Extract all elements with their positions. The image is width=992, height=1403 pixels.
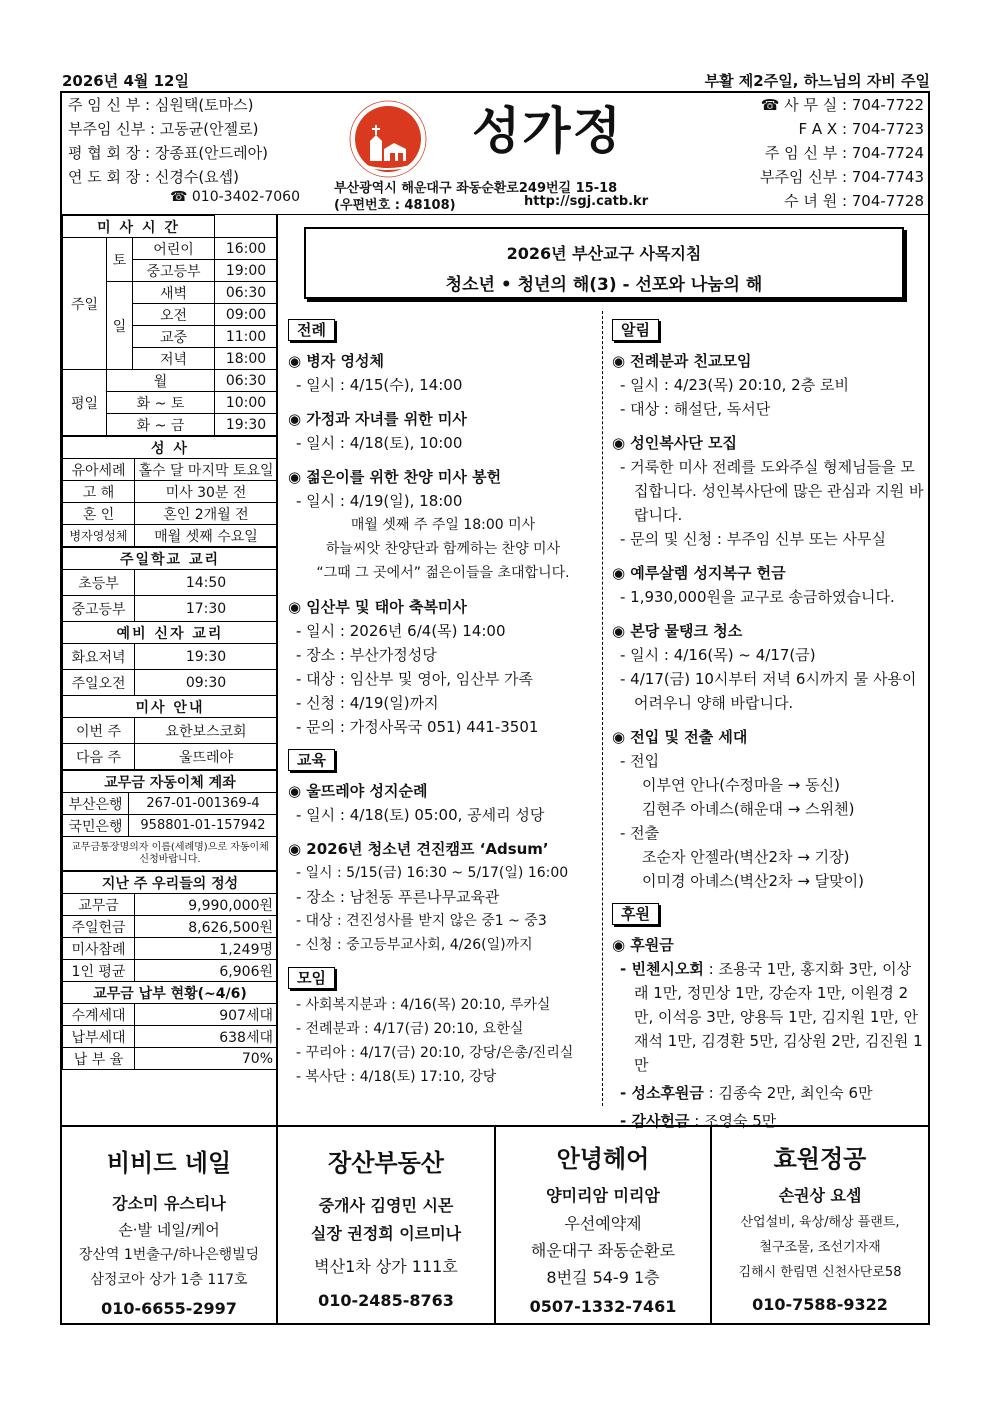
item-title: ◉ 울뜨레야 성지순례 (288, 782, 428, 800)
move-out-label: - 전출 (620, 824, 660, 842)
sanctuary-label: - 성소후원금 (620, 1084, 704, 1102)
ad-phone: 0507-1332-7461 (529, 1297, 677, 1316)
sacrament-name: 고 해 (63, 481, 135, 503)
weekday-label: 평일 (63, 370, 107, 436)
mass-time: 19:30 (215, 414, 278, 436)
class-time: 19:30 (135, 644, 278, 670)
mass-slot: 교중 (133, 326, 215, 348)
account-number: 958801-01-157942 (129, 815, 278, 837)
ad-line: 손·발 네일/케어 (118, 1221, 220, 1239)
sacrament-title: 성 사 (63, 437, 278, 459)
item-title: ◉ 2026년 청소년 견진캠프 ‘Adsum’ (288, 840, 549, 858)
contact-assistant: 부주임 신부 : 704-7743 (759, 168, 924, 186)
item-line: - 1,930,000원을 교구로 송금하였습니다. (620, 588, 895, 606)
staff-pastor: 주 임 신 부 : 심원택(토마스) (68, 96, 254, 114)
offering-table (62, 871, 278, 1070)
move-in-entry: 이부연 안나(수정마을 → 동신) (642, 776, 840, 794)
status-value: 70% (135, 1048, 278, 1070)
thanks-label: - 감사헌금 (620, 1112, 690, 1130)
pastoral-banner (304, 227, 904, 299)
staff-yeondo: 연 도 회 장 : 신경수(요셉) (68, 168, 240, 186)
mass-slot: 화 ~ 금 (107, 414, 215, 436)
sunday-school-table (62, 547, 278, 770)
left-column (288, 315, 598, 1089)
saturday-label: 토 (107, 238, 133, 282)
mass-slot: 어린이 (133, 238, 215, 260)
guide-week: 다음 주 (63, 744, 135, 770)
right-column (612, 315, 924, 1133)
ad-jangsan-realty (278, 1127, 496, 1325)
mass-slot: 오전 (133, 304, 215, 326)
sacrament-name: 병자영성체 (63, 525, 135, 547)
ad-line: 산업설비, 육상/해상 플랜트, (740, 1215, 900, 1230)
ad-owner: 손권상 요셉 (778, 1186, 862, 1205)
ad-owner: 강소미 유스티나 (112, 1194, 226, 1213)
sacrament-info: 홀수 달 마지막 토요일 (135, 459, 278, 481)
section-label-support: 후원 (612, 903, 659, 925)
mass-times-title: 미 사 시 간 (63, 216, 215, 238)
mass-times-table (62, 215, 278, 436)
class-name: 초등부 (63, 570, 135, 596)
column-divider (602, 311, 603, 1106)
item-line: - 일시 : 4/15(수), 14:00 (296, 376, 463, 394)
item-line: - 문의 : 가정사목국 051) 441-3501 (296, 718, 539, 736)
class-time: 09:30 (135, 670, 278, 696)
item-line: - 일시 : 4/18(토) 05:00, 공세리 성당 (296, 806, 545, 824)
section-label-liturgy: 전례 (288, 319, 335, 341)
vincent-text: : 조용국 1만, 홍지화 3만, 이상래 1만, 정민상 1만, 강순자 1만, 이원경 2만, 이석응 3만, 양용득 1만, 김지원 1만, 안재석 1만, 김경환 5만, 김상원 2만, 김진원 1만 (634, 960, 923, 1074)
ad-annyeong-hair (496, 1127, 712, 1325)
mass-time: 18:00 (215, 348, 278, 370)
church-logo-icon (332, 99, 444, 179)
bank-name: 국민은행 (63, 815, 129, 837)
ad-phone: 010-7588-9322 (752, 1295, 888, 1314)
ad-line: 벽산1차 상가 111호 (314, 1257, 458, 1276)
main-content (282, 215, 926, 1130)
offering-value: 6,906원 (135, 960, 278, 982)
item-note: “그때 그 곳에서” 젊은이들을 초대합니다. (316, 565, 570, 581)
move-out-entry: 조순자 안젤라(벽산2차 → 기장) (642, 848, 850, 866)
guide-group: 요한보스코회 (135, 718, 278, 744)
vincent-label: - 빈첸시오회 (620, 960, 704, 978)
section-label-education: 교육 (288, 749, 335, 771)
mass-slot: 화 ~ 토 (107, 392, 215, 414)
ad-line: 8번길 54-9 1층 (546, 1268, 660, 1287)
sacrament-info: 미사 30분 전 (135, 481, 278, 503)
item-title: ◉ 가정과 자녀를 위한 미사 (288, 410, 467, 428)
item-title: ◉ 병자 영성체 (288, 352, 384, 370)
church-address: 부산광역시 해운대구 좌동순환로249번길 15-18 (334, 181, 618, 196)
item-line: - 4/17(금) 10시부터 저녁 6시까지 물 사용이 어려우니 양해 바랍니다. (620, 670, 917, 712)
vincent-donations (612, 957, 924, 1077)
section-label-notice: 알림 (612, 319, 659, 341)
status-title: 교무금 납부 현황(~4/6) (63, 982, 278, 1004)
offering-value: 9,990,000원 (135, 894, 278, 916)
offering-title: 지난 주 우리들의 정성 (63, 872, 278, 894)
ad-line: 해운대구 좌동순환로 (530, 1241, 676, 1260)
section-label-meeting: 모임 (288, 967, 335, 989)
sun-label: 일 (107, 282, 133, 370)
banner-line-1: 2026년 부산교구 사목지침 (506, 244, 702, 263)
mass-slot: 월 (107, 370, 215, 392)
offering-label: 주일헌금 (63, 916, 135, 938)
ad-owner: 중개사 김영민 시몬 (318, 1196, 454, 1215)
meeting-line: - 꾸리아 : 4/17(금) 20:10, 강당/은총/진리실 (296, 1045, 574, 1061)
transfer-note: 교무금통장명의자 이름(세례명)으로 자동이체 신청바랍니다. (63, 837, 278, 871)
mass-slot: 저녁 (133, 348, 215, 370)
mass-time: 06:30 (215, 282, 278, 304)
sacrament-info: 혼인 2개월 전 (135, 503, 278, 525)
status-label: 납부세대 (63, 1026, 135, 1048)
sacrament-table (62, 436, 278, 547)
banner-line-2: 청소년 • 청년의 해(3) - 선포와 나눔의 해 (445, 275, 763, 295)
ad-line: 김해시 한림면 신천사단로58 (738, 1265, 902, 1280)
offering-label: 미사참례 (63, 938, 135, 960)
sacrament-name: 유아세례 (63, 459, 135, 481)
move-out-entry: 이미경 아녜스(벽산2차 → 달맞이) (642, 872, 865, 890)
status-value: 638세대 (135, 1026, 278, 1048)
ad-line: 철구조물, 조선기자재 (759, 1240, 881, 1255)
masthead (60, 93, 930, 215)
contact-office: ☎ 사 무 실 : 704-7722 (760, 96, 924, 114)
mass-time: 19:00 (215, 260, 278, 282)
item-line: - 대상 : 해설단, 독서단 (620, 400, 771, 418)
item-title: ◉ 전례분과 친교모임 (612, 352, 752, 370)
offering-value: 1,249명 (135, 938, 278, 960)
mass-time: 06:30 (215, 370, 278, 392)
sanctuary-text: : 김종숙 2만, 최인숙 6만 (703, 1084, 873, 1102)
mass-slot: 새벽 (133, 282, 215, 304)
item-line: - 일시 : 2026년 6/4(목) 14:00 (296, 622, 506, 640)
transfer-title: 교무금 자동이체 계좌 (63, 771, 278, 793)
ad-phone: 010-6655-2997 (101, 1299, 237, 1318)
thanks-text: : 조영숙 5만 (689, 1112, 777, 1130)
status-value: 907세대 (135, 1004, 278, 1026)
item-line: - 신청 : 중고등부교사회, 4/26(일)까지 (296, 937, 533, 953)
postal-code: (우편번호 : 48108) (334, 198, 456, 213)
meeting-line: - 전례분과 : 4/17(금) 20:10, 요한실 (296, 1021, 524, 1037)
item-line: - 일시 : 4/16(목) ~ 4/17(금) (620, 646, 816, 664)
sanctuary-donations (612, 1081, 924, 1105)
church-url[interactable]: http://sgj.catb.kr (524, 194, 649, 209)
ad-name: 안녕헤어 (556, 1145, 650, 1173)
contact-pastor: 주 임 신 부 : 704-7724 (764, 144, 924, 162)
sacrament-info: 매월 셋째 수요일 (135, 525, 278, 547)
item-note: 하늘씨앗 찬양단과 함께하는 찬양 미사 (325, 541, 561, 557)
bulletin-date: 2026년 4월 12일 (62, 72, 189, 90)
move-in-label: - 전입 (620, 752, 660, 770)
status-label: 수계세대 (63, 1004, 135, 1026)
class-name: 주일오전 (63, 670, 135, 696)
meeting-line: - 사회복지분과 : 4/16(목) 20:10, 루카실 (296, 997, 551, 1013)
item-note: 매월 셋째 주 주일 18:00 미사 (350, 517, 536, 533)
mass-time: 10:00 (215, 392, 278, 414)
move-in-entry: 김현주 아녜스(해운대 → 스위첸) (642, 800, 855, 818)
item-line: - 일시 : 4/19(일), 18:00 (296, 492, 463, 510)
ad-line: 삼정코아 상가 1층 117호 (90, 1272, 248, 1288)
item-line: - 일시 : 4/23(목) 20:10, 2층 로비 (620, 376, 849, 394)
ad-phone: 010-2485-8763 (318, 1291, 454, 1310)
item-line: - 장소 : 부산가정성당 (296, 646, 437, 664)
sacrament-name: 혼 인 (63, 503, 135, 525)
catechumen-title: 예비 신자 교리 (63, 622, 278, 644)
item-line: - 대상 : 임산부 및 영아, 임산부 가족 (296, 670, 533, 688)
mass-time: 11:00 (215, 326, 278, 348)
class-name: 화요저녁 (63, 644, 135, 670)
class-time: 14:50 (135, 570, 278, 596)
status-label: 납 부 율 (63, 1048, 135, 1070)
staff-assistant: 부주임 신부 : 고동균(안젤로) (68, 120, 259, 138)
ads-row (62, 1125, 928, 1325)
offering-value: 8,626,500원 (135, 916, 278, 938)
ad-name: 효원정공 (773, 1145, 867, 1173)
staff-phone: ☎ 010-3402-7060 (170, 189, 300, 205)
sunday-label: 주일 (63, 238, 107, 370)
contact-fax: F A X : 704-7723 (798, 120, 924, 138)
item-title: ◉ 본당 물탱크 청소 (612, 622, 743, 640)
offering-label: 교무금 (63, 894, 135, 916)
item-line: - 대상 : 견진성사를 받지 않은 중1 ~ 중3 (296, 913, 547, 929)
item-line: - 일시 : 4/18(토), 10:00 (296, 434, 463, 452)
ad-owner: 양미리암 미리암 (546, 1186, 660, 1205)
class-name: 중고등부 (63, 596, 135, 622)
bulletin-title: 성가정 (472, 102, 623, 160)
ad-name: 비비드 네일 (106, 1149, 232, 1177)
guide-group: 울뜨레야 (135, 744, 278, 770)
item-title: ◉ 임산부 및 태아 축복미사 (288, 598, 467, 616)
sidebar (62, 215, 278, 1125)
mass-guide-title: 미사 안내 (63, 696, 278, 718)
bank-name: 부산은행 (63, 793, 129, 815)
item-title: ◉ 성인복사단 모집 (612, 434, 737, 452)
offering-label: 1인 평균 (63, 960, 135, 982)
class-time: 17:30 (135, 596, 278, 622)
item-line: - 문의 및 신청 : 부주임 신부 또는 사무실 (620, 530, 886, 548)
ad-line: 우선예약제 (564, 1214, 642, 1233)
liturgical-sunday: 부활 제2주일, 하느님의 자비 주일 (704, 72, 930, 90)
contact-convent: 수 녀 원 : 704-7728 (784, 192, 924, 210)
guide-week: 이번 주 (63, 718, 135, 744)
staff-council: 평 협 회 장 : 장종표(안드레아) (68, 144, 268, 162)
transfer-table (62, 770, 278, 871)
ad-hyowon (712, 1127, 928, 1325)
item-line: - 거룩한 미사 전례를 도와주실 형제님들을 모집합니다. 성인복사단에 많은 관심과 지원 바랍니다. (620, 458, 924, 524)
account-number: 267-01-001369-4 (129, 793, 278, 815)
ad-name: 장산부동산 (328, 1149, 444, 1177)
item-title: ◉ 전입 및 전출 세대 (612, 728, 748, 746)
item-line: - 신청 : 4/19(일)까지 (296, 694, 439, 712)
item-line: - 장소 : 남천동 푸른나무교육관 (296, 888, 500, 906)
ad-owner: 실장 권정희 이르미나 (310, 1224, 462, 1243)
mass-slot: 중고등부 (133, 260, 215, 282)
ad-line: 장산역 1번출구/하나은행빌딩 (78, 1247, 260, 1263)
item-title: ◉ 젊은이를 위한 찬양 미사 봉헌 (288, 468, 502, 486)
item-title: ◉ 예루살렘 성지복구 헌금 (612, 564, 786, 582)
sunday-school-title: 주일학교 교리 (63, 548, 278, 570)
meeting-line: - 복사단 : 4/18(토) 17:10, 강당 (296, 1069, 497, 1085)
mass-time: 09:00 (215, 304, 278, 326)
mass-time: 16:00 (215, 238, 278, 260)
ad-vivid-nail (62, 1127, 278, 1325)
item-title: ◉ 후원금 (612, 936, 674, 954)
item-line: - 일시 : 5/15(금) 16:30 ~ 5/17(일) 16:00 (296, 865, 569, 881)
